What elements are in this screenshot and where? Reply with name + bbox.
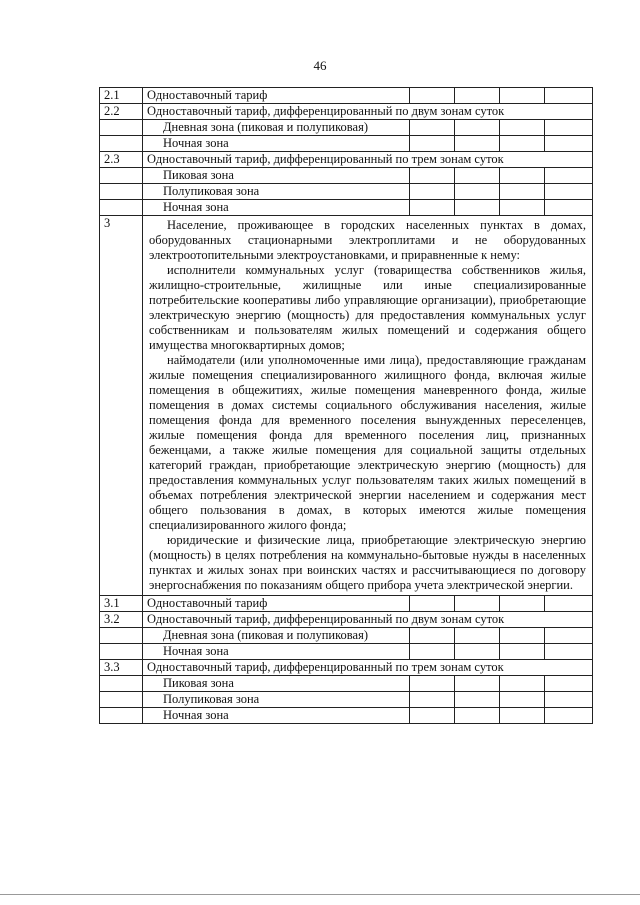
value-cell xyxy=(410,200,455,216)
value-cell xyxy=(500,676,545,692)
row-number: 3 xyxy=(100,216,143,596)
paragraph: исполнители коммунальных услуг (товарищества собственников жилья, жилищно-строительные, жилищные или иные специализированные потребительские кооперативы либо управляющие организации), приобретающие электрическую энергию (мощность) для предоставления коммунальных услуг собственникам и пользователям жилых помещений и содержания общего имущества многоквартирных домов; xyxy=(149,263,587,352)
value-cell xyxy=(545,692,593,708)
scan-edge xyxy=(0,894,640,895)
paragraph: наймодатели (или уполномоченные ими лица), предоставляющие гражданам жилые помещения специализированного жилищного фонда, включая жилые помещения в общежитиях, жилые помещения маневренного фонда, жилые помещения в домах системы социального обслуживания населения, жилые помещения фонда для временного поселения вынужденных переселенцев, жилые помещения фонда для временного поселения лиц, признанных беженцами, а также жилые помещения для социальной защиты отдельных категорий граждан, приобретающие электрическую энергию (мощность) для предоставления коммунальных услуг пользователям таких жилых помещений в объемах потребления электрической энергии населением и содержания мест общего пользования в домах, в которых имеются жилые помещения специализированного жилого фонда; xyxy=(149,353,587,532)
paragraph: юридические и физические лица, приобретающие электрическую энергию (мощность) в целях потребления на коммунально-бытовые нужды в населенных пунктах и жилых зонах при воинских частях и рассчитывающиеся по договору энергоснабжения по показаниям общего прибора учета электрической энергии. xyxy=(149,533,587,592)
value-cell xyxy=(455,200,500,216)
value-cell xyxy=(500,692,545,708)
value-cell xyxy=(545,136,593,152)
value-cell xyxy=(455,120,500,136)
value-cell xyxy=(545,200,593,216)
value-cell xyxy=(455,136,500,152)
table-row xyxy=(100,200,593,216)
value-cell xyxy=(500,644,545,660)
table-row xyxy=(100,120,593,136)
value-cell xyxy=(455,708,500,724)
value-cell xyxy=(500,88,545,104)
row-label: Ночная зона xyxy=(143,708,410,724)
row-label: Одноставочный тариф xyxy=(143,596,410,612)
value-cell xyxy=(545,676,593,692)
table-row xyxy=(100,628,593,644)
row-number: 2.2 xyxy=(100,104,143,120)
table-row xyxy=(100,88,593,104)
value-cell xyxy=(455,596,500,612)
value-cell xyxy=(410,184,455,200)
row-number xyxy=(100,628,143,644)
value-cell xyxy=(545,628,593,644)
table-row xyxy=(100,708,593,724)
table-row xyxy=(100,104,593,120)
value-cell xyxy=(500,708,545,724)
row-number xyxy=(100,184,143,200)
table-row xyxy=(100,136,593,152)
value-cell xyxy=(500,184,545,200)
row-label: Ночная зона xyxy=(143,200,410,216)
row-label: Одноставочный тариф, дифференцированный по трем зонам суток xyxy=(143,152,593,168)
row-number: 3.1 xyxy=(100,596,143,612)
table-row xyxy=(100,660,593,676)
value-cell xyxy=(500,628,545,644)
row-label: Одноставочный тариф, дифференцированный по двум зонам суток xyxy=(143,104,593,120)
value-cell xyxy=(500,136,545,152)
value-cell xyxy=(455,168,500,184)
row-number xyxy=(100,692,143,708)
row-number: 2.3 xyxy=(100,152,143,168)
row-number xyxy=(100,708,143,724)
row-number xyxy=(100,120,143,136)
value-cell xyxy=(410,692,455,708)
row-label: Полупиковая зона xyxy=(143,692,410,708)
table-row xyxy=(100,612,593,628)
row-number: 2.1 xyxy=(100,88,143,104)
value-cell xyxy=(500,200,545,216)
row-label: Полупиковая зона xyxy=(143,184,410,200)
page-number: 46 xyxy=(313,58,327,73)
row-number xyxy=(100,644,143,660)
value-cell xyxy=(410,676,455,692)
row-label: Пиковая зона xyxy=(143,168,410,184)
value-cell xyxy=(455,644,500,660)
table-row xyxy=(100,692,593,708)
value-cell xyxy=(545,184,593,200)
value-cell xyxy=(455,88,500,104)
row-label: Одноставочный тариф, дифференцированный по трем зонам суток xyxy=(143,660,593,676)
value-cell xyxy=(455,628,500,644)
value-cell xyxy=(545,708,593,724)
row-number xyxy=(100,676,143,692)
value-cell xyxy=(410,120,455,136)
value-cell xyxy=(410,88,455,104)
value-cell xyxy=(410,644,455,660)
value-cell xyxy=(455,692,500,708)
value-cell xyxy=(545,596,593,612)
table-row xyxy=(100,168,593,184)
row-label: Пиковая зона xyxy=(143,676,410,692)
row-label: Одноставочный тариф, дифференцированный по двум зонам суток xyxy=(143,612,593,628)
value-cell xyxy=(500,596,545,612)
value-cell xyxy=(455,184,500,200)
section-3-description xyxy=(143,216,593,596)
paragraph: Население, проживающее в городских населенных пунктах в домах, оборудованных стационарными электроплитами и не оборудованных электроотопительными электроустановками, и приравненные к нему: xyxy=(149,218,587,262)
value-cell xyxy=(455,676,500,692)
row-label: Дневная зона (пиковая и полупиковая) xyxy=(143,120,410,136)
row-number xyxy=(100,200,143,216)
row-label: Одноставочный тариф xyxy=(143,88,410,104)
value-cell xyxy=(410,136,455,152)
value-cell xyxy=(545,88,593,104)
value-cell xyxy=(410,708,455,724)
row-label: Дневная зона (пиковая и полупиковая) xyxy=(143,628,410,644)
value-cell xyxy=(410,596,455,612)
table-row xyxy=(100,152,593,168)
row-number xyxy=(100,168,143,184)
table-row xyxy=(100,184,593,200)
value-cell xyxy=(500,120,545,136)
section-3-row xyxy=(100,216,593,596)
value-cell xyxy=(410,628,455,644)
row-number xyxy=(100,136,143,152)
value-cell xyxy=(545,120,593,136)
value-cell xyxy=(500,168,545,184)
row-number: 3.2 xyxy=(100,612,143,628)
value-cell xyxy=(410,168,455,184)
tariff-table xyxy=(99,87,593,724)
table-row xyxy=(100,596,593,612)
value-cell xyxy=(545,168,593,184)
table-row xyxy=(100,644,593,660)
table-row xyxy=(100,676,593,692)
value-cell xyxy=(545,644,593,660)
row-number: 3.3 xyxy=(100,660,143,676)
row-label: Ночная зона xyxy=(143,644,410,660)
row-label: Ночная зона xyxy=(143,136,410,152)
